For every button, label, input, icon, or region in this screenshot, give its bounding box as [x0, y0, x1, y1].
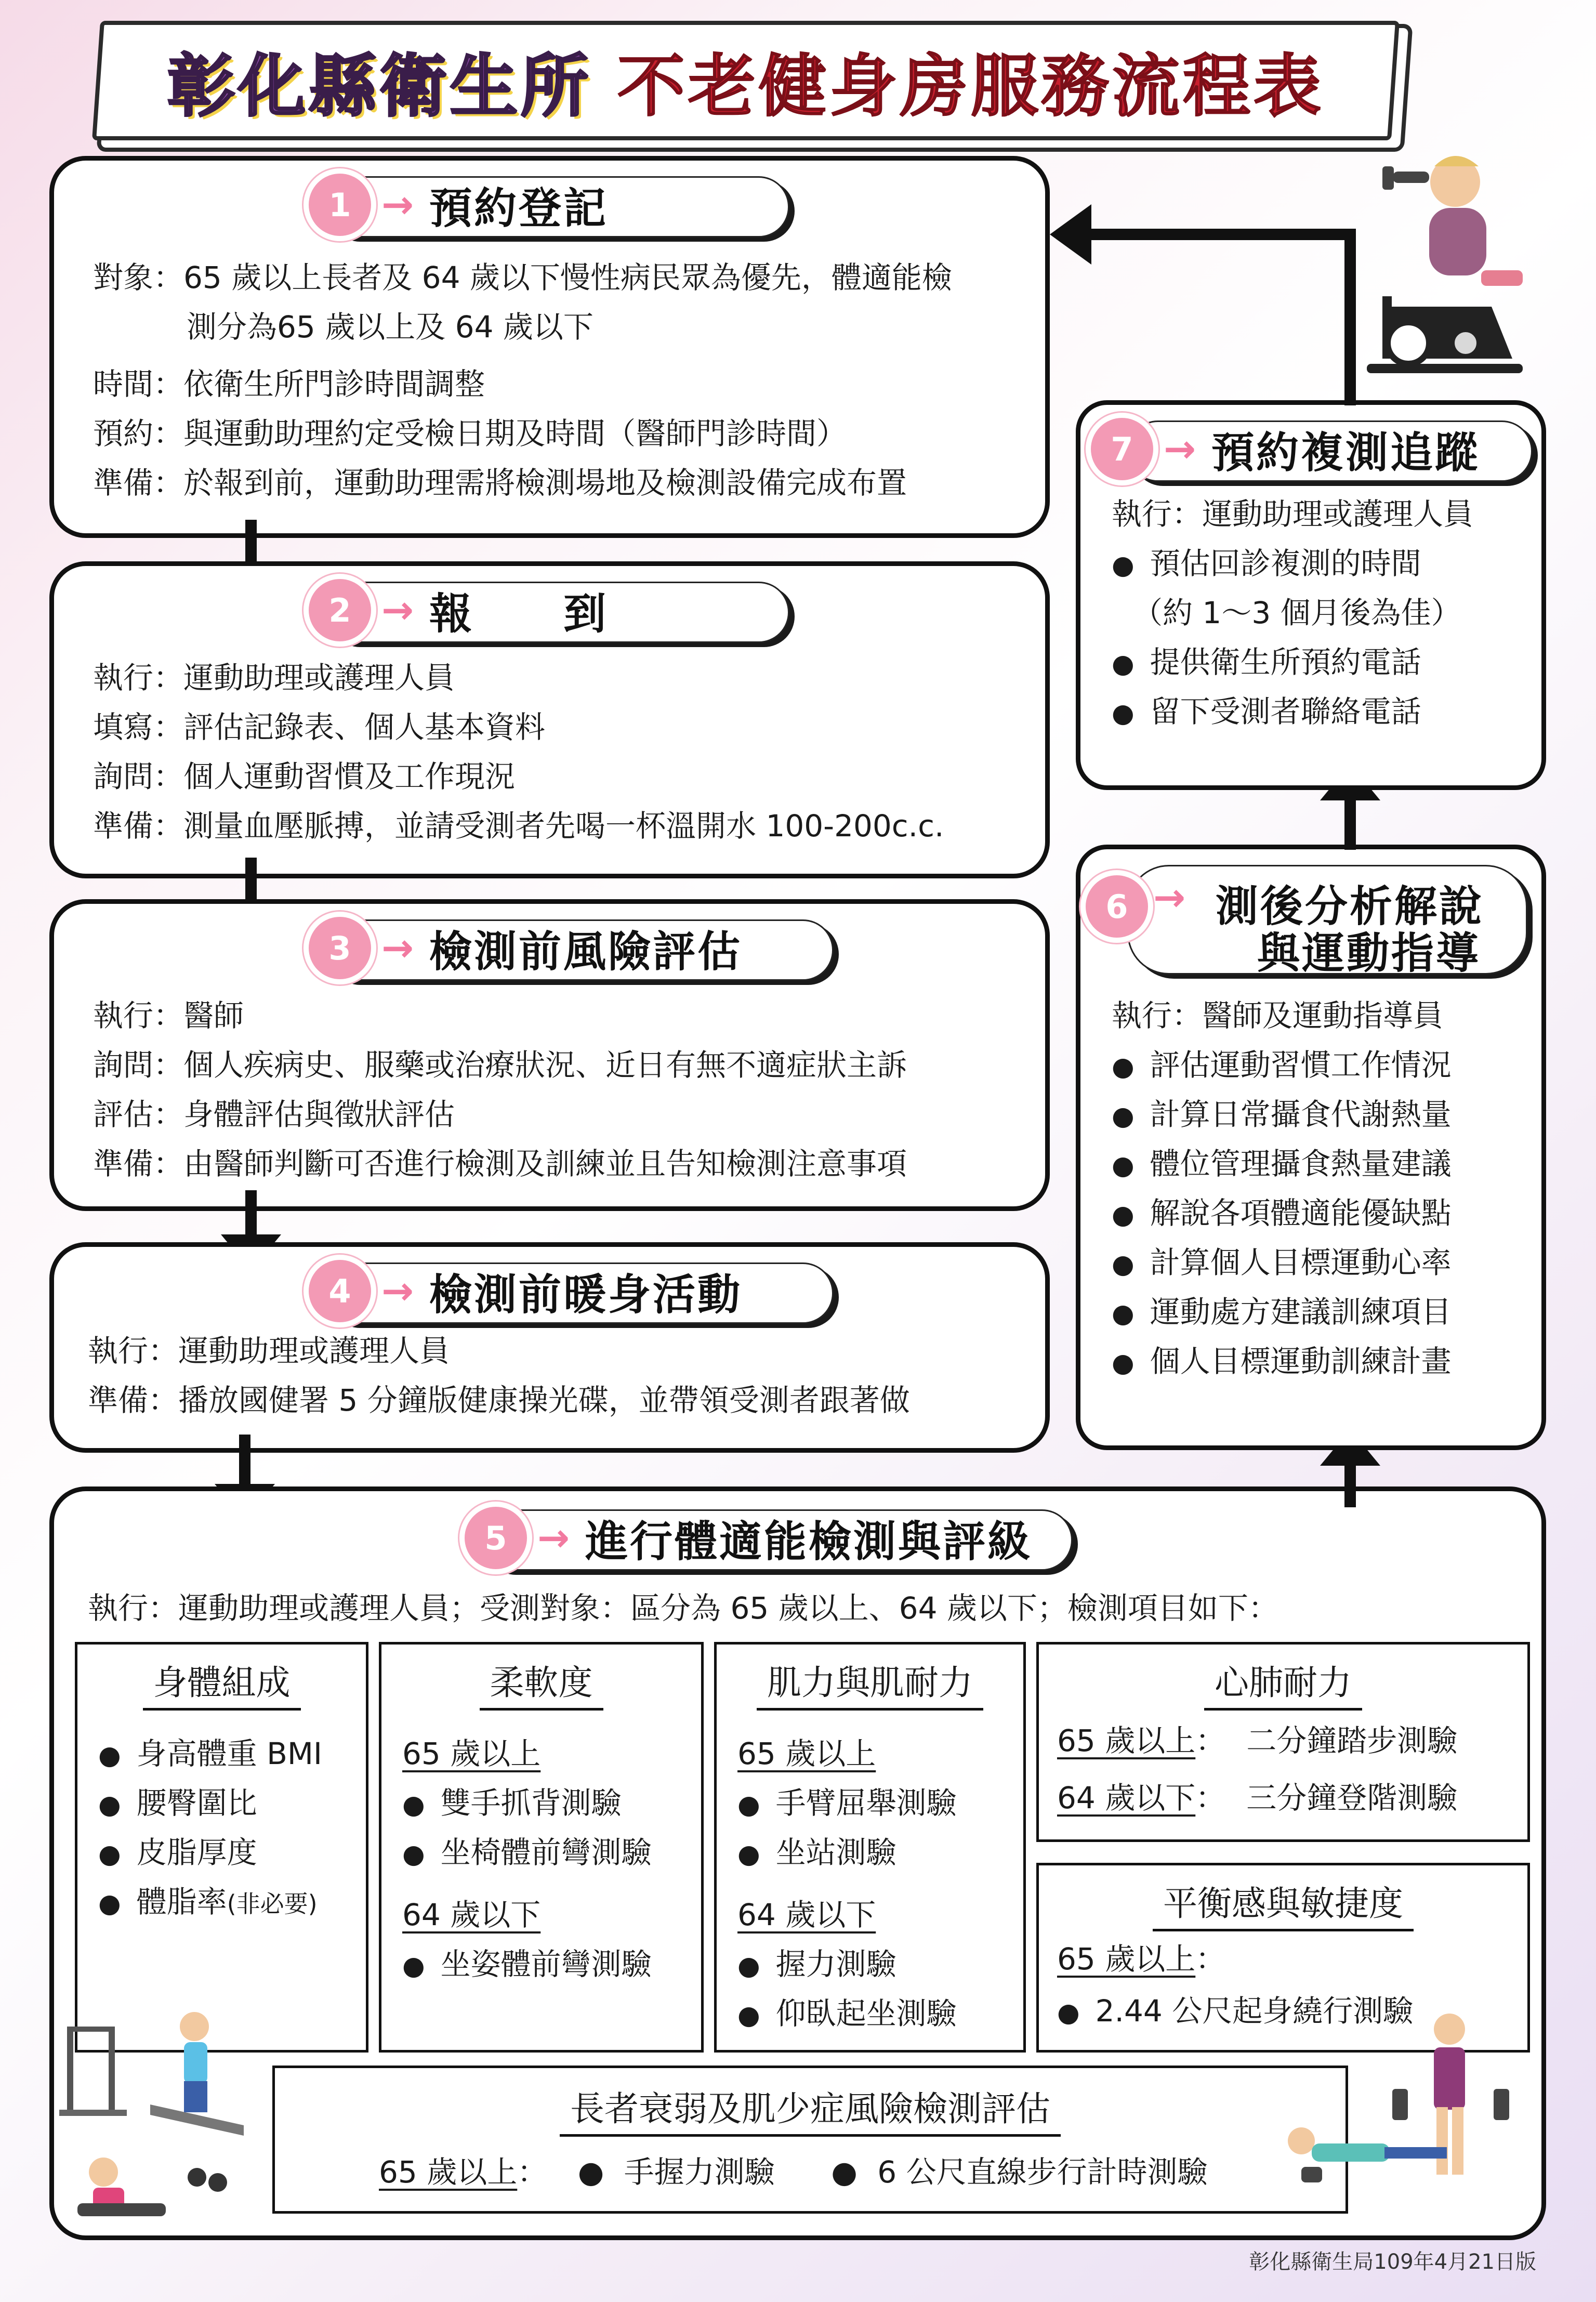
step-6-box — [1076, 845, 1546, 1450]
test-item: ● 皮脂厚度 — [98, 1832, 257, 1875]
step-7-bullet-note: （約 1～3 個月後為佳） — [1132, 595, 1461, 630]
step-6-bullet: ● 計算日常攝食代謝熱量 — [1112, 1094, 1452, 1137]
age-group-label: 65 歲以上 — [1057, 1941, 1196, 1977]
step-title: 預約複測追蹤 — [1211, 428, 1480, 478]
test-item-label: 體脂率 — [136, 1884, 227, 1919]
arrow-right-icon: → — [381, 588, 414, 633]
test-item: 二分鐘踏步測驗 — [1246, 1723, 1458, 1758]
step-6-header — [1080, 860, 1527, 979]
step-title-line-1: 測後分析解說 — [1216, 882, 1484, 931]
step-4-line: 準備：播放國健署 5 分鐘版健康操光碟，並帶領受測者跟著做 — [88, 1383, 910, 1418]
test-item: ● 仰臥起坐測驗 — [737, 1993, 957, 2036]
test-item: 手握力測驗 — [624, 2154, 775, 2190]
step-7-bullet: ● 預估回診複測的時間 — [1112, 543, 1421, 586]
step-1-header — [304, 171, 789, 239]
pushup-illustration — [1281, 2011, 1540, 2224]
step-title: 報 到 — [429, 589, 609, 639]
arrow-right-icon: → — [1164, 427, 1196, 471]
step-3-header — [304, 914, 834, 982]
step-1-line: 測分為65 歲以上及 64 歲以下 — [187, 309, 593, 345]
test-item: ● 腰臀圍比 — [98, 1782, 257, 1825]
step-number: 3 — [304, 912, 376, 984]
bullet-icon: ● — [577, 2154, 604, 2190]
test-item: ● 坐站測驗 — [737, 1832, 896, 1875]
arrow-right-icon: → — [381, 926, 414, 970]
step-2-header — [304, 576, 789, 644]
test-item: ● 雙手抓背測驗 — [402, 1782, 622, 1825]
age-group-label: 65 歲以上 — [402, 1736, 541, 1771]
title-main: 不老健身房服務流程表 — [617, 46, 1325, 126]
step-number: 1 — [304, 168, 376, 241]
optional-note: (非必要) — [227, 1890, 318, 1918]
step-title: 檢測前暖身活動 — [429, 1270, 743, 1320]
elder-row: 65 歲以上： ● 手握力測驗 ● 6 公尺直線步行計時測驗 — [379, 2154, 1208, 2190]
category-title: 平衡感與敏捷度 — [1153, 1884, 1414, 1931]
test-item: ● 坐姿體前彎測驗 — [402, 1943, 652, 1987]
step-7-bullet: ● 留下受測者聯絡電話 — [1112, 691, 1421, 734]
title-banner — [92, 21, 1400, 140]
step-5-header — [459, 1504, 1073, 1572]
step-number: 6 — [1080, 870, 1153, 943]
step-number: 2 — [304, 574, 376, 647]
cardio-row-65: 65 歲以上： 二分鐘踏步測驗 — [1057, 1723, 1458, 1758]
step-4-line: 執行：運動助理或護理人員 — [88, 1333, 450, 1369]
age-group-label: 64 歲以下 — [737, 1897, 876, 1932]
cardio-row-64: 64 歲以下： 三分鐘登階測驗 — [1057, 1780, 1458, 1816]
step-5-intro: 執行：運動助理或護理人員；受測對象：區分為 65 歲以上、64 歲以下；檢測項目如下： — [88, 1590, 1278, 1626]
step-3-line: 詢問：個人疾病史、服藥或治療狀況、近日有無不適症狀主訴 — [93, 1047, 907, 1083]
step-2-line: 準備：測量血壓脈搏，並請受測者先喝一杯溫開水 100-200c.c. — [93, 808, 944, 844]
exercise-bike-illustration — [1362, 135, 1538, 379]
step-title-line-2: 與運動指導 — [1257, 929, 1481, 978]
step-4-header — [304, 1257, 834, 1325]
treadmill-illustration — [57, 2006, 265, 2224]
category-flexibility — [379, 1642, 704, 2053]
step-7-exec: 執行：運動助理或護理人員 — [1112, 496, 1474, 532]
category-elder-frailty — [272, 2066, 1348, 2214]
bullet-icon: ● — [831, 2154, 858, 2190]
test-item: 三分鐘登階測驗 — [1246, 1780, 1458, 1816]
category-title: 長者衰弱及肌少症風險檢測評估 — [560, 2089, 1061, 2137]
step-6-bullet: ● 運動處方建議訓練項目 — [1112, 1291, 1452, 1334]
flow-arrow-return — [1050, 198, 1372, 405]
step-5-box — [49, 1487, 1546, 2240]
step-1-line: 準備：於報到前，運動助理需將檢測場地及檢測設備完成布置 — [93, 465, 907, 501]
step-6-bullet: ● 評估運動習慣工作情況 — [1112, 1044, 1452, 1087]
arrow-right-icon: → — [381, 1269, 414, 1313]
step-4-box — [49, 1242, 1050, 1453]
arrow-right-icon: → — [1153, 875, 1186, 920]
age-group-label: 64 歲以下 — [1057, 1780, 1196, 1816]
step-number: 4 — [304, 1255, 376, 1327]
step-7-box — [1076, 400, 1546, 790]
test-item: ● 手臂屈舉測驗 — [737, 1782, 957, 1825]
test-item: ● 2.44 公尺起身繞行測驗 — [1057, 1990, 1413, 2033]
step-6-bullet: ● 計算個人目標運動心率 — [1112, 1242, 1452, 1285]
step-3-line: 執行：醫師 — [93, 998, 244, 1033]
test-item — [98, 1881, 318, 1925]
step-2-line: 詢問：個人運動習慣及工作現況 — [93, 759, 516, 794]
arrow-right-icon: → — [381, 182, 414, 227]
step-2-box — [49, 561, 1050, 878]
step-title: 進行體適能檢測與評級 — [585, 1517, 1033, 1567]
step-7-bullet: ● 提供衛生所預約電話 — [1112, 641, 1421, 685]
category-title: 身體組成 — [143, 1663, 301, 1711]
category-cardio — [1036, 1642, 1530, 1842]
test-item: 6 公尺直線步行計時測驗 — [877, 2154, 1208, 2190]
step-title: 檢測前風險評估 — [429, 927, 743, 977]
step-1-line: 時間：依衛生所門診時間調整 — [93, 366, 485, 402]
step-6-bullet: ● 解說各項體適能優缺點 — [1112, 1192, 1452, 1235]
step-number: 5 — [459, 1502, 532, 1574]
category-title: 心肺耐力 — [1204, 1663, 1362, 1711]
step-1-box — [49, 156, 1050, 538]
footer-version: 彰化縣衛生局109年4月21日版 — [1249, 2250, 1536, 2274]
category-title: 柔軟度 — [480, 1663, 603, 1711]
category-strength — [714, 1642, 1026, 2053]
step-3-line: 準備：由醫師判斷可否進行檢測及訓練並且告知檢測注意事項 — [93, 1146, 907, 1181]
category-body-composition — [75, 1642, 368, 2053]
step-7-header — [1086, 415, 1533, 483]
balance-row: 65 歲以上： — [1057, 1941, 1226, 1977]
step-1-line: 預約：與運動助理約定受檢日期及時間（醫師門診時間） — [93, 416, 847, 451]
step-6-bullet: ● 個人目標運動訓練計畫 — [1112, 1340, 1452, 1384]
step-6-exec: 執行：醫師及運動指導員 — [1112, 998, 1444, 1033]
title-organization: 彰化縣衛生所 — [167, 46, 591, 126]
test-item: ● 坐椅體前彎測驗 — [402, 1832, 652, 1875]
step-1-line: 對象：65 歲以上長者及 64 歲以下慢性病民眾為優先，體適能檢 — [93, 260, 952, 295]
step-title: 預約登記 — [429, 183, 609, 233]
category-title: 肌力與肌耐力 — [757, 1663, 983, 1711]
age-group-label: 64 歲以下 — [402, 1897, 541, 1932]
step-3-box — [49, 899, 1050, 1211]
test-item: ● 身高體重 BMI — [98, 1733, 322, 1776]
step-2-line: 執行：運動助理或護理人員 — [93, 660, 455, 695]
age-group-label: 65 歲以上 — [1057, 1723, 1196, 1758]
test-item: ● 握力測驗 — [737, 1943, 896, 1987]
step-number: 7 — [1086, 413, 1158, 485]
step-2-line: 填寫：評估記錄表、個人基本資料 — [93, 709, 546, 745]
age-group-label: 65 歲以上 — [737, 1736, 876, 1771]
age-group-label: 65 歲以上 — [379, 2154, 518, 2190]
step-6-bullet: ● 體位管理攝食熱量建議 — [1112, 1143, 1452, 1186]
step-3-line: 評估：身體評估與徵狀評估 — [93, 1097, 455, 1132]
arrow-right-icon: → — [537, 1516, 570, 1560]
